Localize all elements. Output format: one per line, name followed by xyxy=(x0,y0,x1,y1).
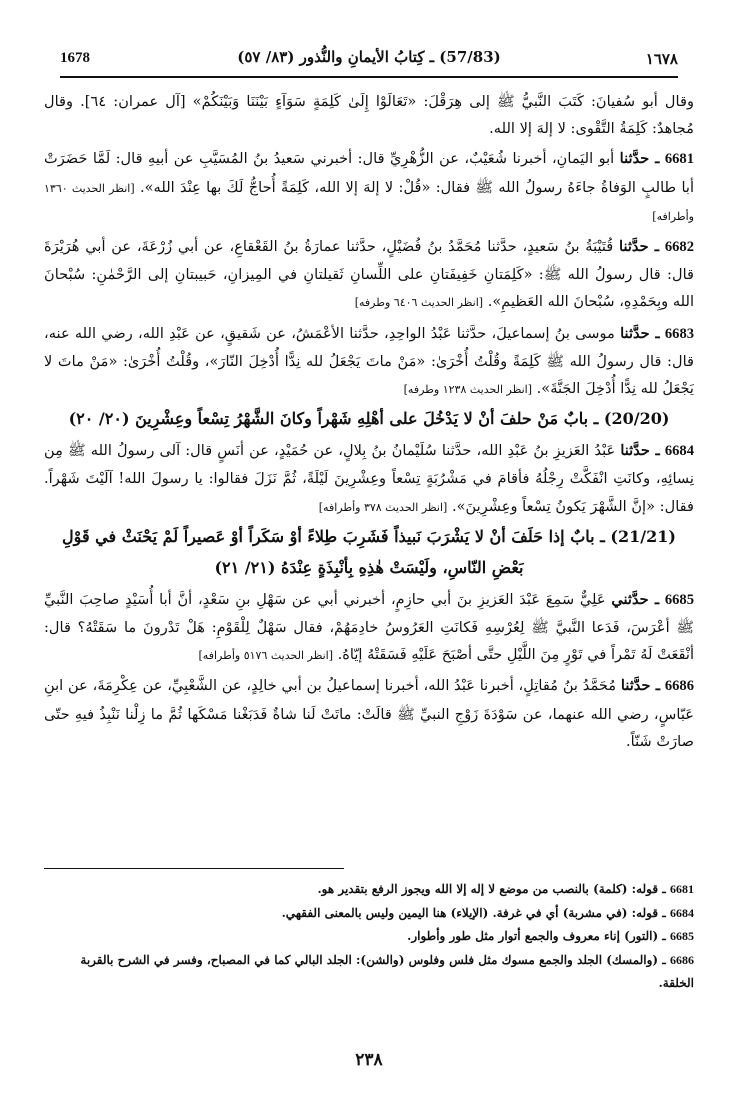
hadith-number: 6683 xyxy=(664,325,695,342)
hadith-lead: ـ حدَّثنا xyxy=(620,324,660,342)
hadith-paragraph xyxy=(44,672,694,755)
hadith-paragraph xyxy=(44,145,694,230)
page-number-latin: 1678 xyxy=(60,50,90,66)
hadith-paragraph xyxy=(44,320,694,404)
hadith-lead: ـ حدَّثنا xyxy=(620,442,660,460)
hadith-paragraph xyxy=(44,586,694,670)
hadith-lead: ـ حدَّثني xyxy=(611,590,660,608)
footnote xyxy=(44,878,694,902)
cross-reference: [انظر الحديث ٥١٧٦ وأطرافه] xyxy=(198,649,333,663)
footnote-text: ـ (التور) إناء معروف والجمع أتوار مثل طور وأطوار. xyxy=(407,929,666,943)
footnote xyxy=(44,902,694,926)
footnote xyxy=(44,949,694,996)
hadith-lead: ـ حدَّثنا xyxy=(619,238,660,256)
cross-reference: [انظر الحديث ١٣٦٠ وأطرافه] xyxy=(44,181,694,223)
text-paragraph xyxy=(44,88,694,142)
hadith-text: قُتَيْبَةُ بنُ سَعيدٍ، حدَّثنا مُحَمَّدُ بنُ فُضَيْلٍ، حدَّثنا عمارَةُ بنُ القَعْقاعِ، عن أبي زُرْعَةَ، عن أبي هُرَيْرَةَ قال: قال رسولُ الله ﷺ: «كَلِمَتانِ خَفِيفَتانِ على اللِّسانِ ثَقيلتانِ في المِيزانِ، حَبيبتانِ إلى الرَّحْمٰنِ: سُبْحانَ الله وبِحَمْدِهِ، سُبْحانَ الله العَظيمِ». xyxy=(44,238,694,311)
header-rule xyxy=(60,76,678,78)
hadith-text: موسى بنُ إسماعيلَ، حدَّثنا عَبْدُ الواحِدِ، حدَّثنا الأعْمَشُ، عن شَقيقٍ، عن عَبْدِ الله، رضي الله عنه، قال: قال رسولُ الله ﷺ كَلِمَةً وقُلْتُ أُخْرَىٰ: «مَنْ ماتَ يَجْعَلُ لله نِدًّا أُدْخِلَ النّارَ»، وقُلْتُ أُخْرَىٰ: «مَنْ ماتَ لا يَجْعَلُ لله نِدًّا أُدْخِلَ الجَنَّةَ». xyxy=(44,324,694,398)
footnote-number: 6686 xyxy=(670,952,694,967)
footnote-text: ـ قوله: (في مشربة) أي في غرفة. (الإيلاء) هنا اليمين وليس بالمعنى الفقهي. xyxy=(281,905,666,920)
page-number-bottom: ٢٣٨ xyxy=(355,1050,383,1070)
hadith-text: عَبْدُ العَزيزِ بنُ عَبْدِ الله، حدَّثنا سُلَيْمانُ بنُ بِلالٍ، عن حُمَيْدٍ، عن أنَسٍ قال: آلى رسولُ الله ﷺ مِن نِسائِهِ، وكانَتِ انْفَكَّتْ رِجْلُهُ فأقامَ في مَشْرُبَةٍ تِسْعاً وعِشْرِينَ لَيْلَةً، ثُمَّ نَزَلَ فقالوا: يا رسولَ الله! آلَيْتَ شَهْراً. فقال: «إنَّ الشَّهْرَ يَكونُ تِسْعاً وعِشْرِينَ». xyxy=(44,442,694,515)
footnotes xyxy=(44,878,694,996)
footnote-number: 6685 xyxy=(670,929,694,943)
footnote-number: 6681 xyxy=(670,882,694,896)
page-number-arabic: ١٦٧٨ xyxy=(645,50,678,68)
cross-reference: [انظر الحديث ٣٧٨ وأطرافه] xyxy=(318,500,448,514)
running-title: (57/83) ـ كِتابُ الأيمانِ والنُّذور (٨٣/ ٥٧) xyxy=(237,48,501,66)
hadith-paragraph xyxy=(44,437,694,521)
hadith-number: 6682 xyxy=(664,239,695,256)
chapter-heading: (20/20) ـ بابٌ مَنْ حلفَ أنْ لا يَدْخُلَ على أهْلِهِ شَهْراً وكانَ الشَّهْرُ تِسْعاً وعِشْرِينَ (٢٠/ ٢٠) xyxy=(68,409,670,429)
hadith-number: 6681 xyxy=(664,151,695,168)
page-header xyxy=(60,44,678,78)
footnote-text: ـ قوله: (كلمة) بالنصب من موضع لا إله إلا الله ويجوز الرفع بتقدير هو. xyxy=(317,882,666,896)
hadith-number: 6686 xyxy=(664,678,695,695)
hadith-lead: ـ حدَّثنا xyxy=(620,677,661,695)
hadith-paragraph xyxy=(44,233,694,317)
cross-reference: [انظر الحديث ٦٤٠٦ وطرفه] xyxy=(354,296,484,310)
cross-reference: [انظر الحديث ١٢٣٨ وطرفه] xyxy=(403,383,532,397)
hadith-text: وقال أبو سُفيانَ: كَتَبَ النَّبيُّ ﷺ إلى هِرَقْلَ: «تَعَالَوْا إِلَىٰ كَلِمَةٍ سَوَآءٍ بَيْنَنَا وَبَيْنَكُمْ» [آل عمران: ٦٤]. وقال مُجاهدٌ: كَلِمَةُ التَّقْوى: لا إلهَ إلا الله. xyxy=(44,93,695,138)
hadith-number: 6684 xyxy=(664,443,694,460)
hadith-number: 6685 xyxy=(664,591,695,608)
footnote-separator xyxy=(44,868,344,869)
hadith-lead: ـ حدَّثنا xyxy=(619,150,660,168)
footnote-text: ـ (والمسك) الجلد والجمع مسوك مثل فلس وفلوس (والشن): الجلد البالي كما في المصباح، وفسر في الشرح بالقربة الخلقة. xyxy=(80,952,694,990)
footnote-number: 6684 xyxy=(670,905,694,920)
hadith-text: عَلِيٌّ سَمِعَ عَبْدَ العَزيزِ بنَ أبي حازِمٍ، أخبرني أبي عن سَهْلِ بنِ سَعْدٍ، أنَّ أبا أُسَيْدٍ صاحِبَ النَّبيِّ ﷺ أعْرَسَ، فَدَعا النَّبيَّ ﷺ لِعُرْسِهِ فَكانَتِ العَرُوسُ خادِمَهُمْ، فقال سَهْلٌ لِلْقَوْمِ: هَلْ تَدْرونَ ما سَقَتْهُ؟ قال: أنْقَعَتْ لَهُ تَمْراً في تَوْرٍ مِنَ اللَّيْلِ حتَّى أصْبَحَ عَلَيْهِ فَسَقَتْهُ إيّاهُ. xyxy=(44,590,694,664)
main-text xyxy=(44,88,694,755)
chapter-heading: (21/21) ـ بابٌ إذا حَلَفَ أنْ لا يَشْرَبَ نَبيذاً فَشَرِبَ طِلاءً أوْ سَكَراً أوْ عَصيراً لَمْ يَحْنَثْ في قَوْلِ بَعْضِ النّاسِ، ولَيْسَتْ هٰذِهِ بِأنْبِذَةٍ عِنْدَهُ (٢١/ ٢١) xyxy=(62,526,676,577)
hadith-text: أبو اليَمانِ، أخبرنا شُعَيْبٌ، عن الزُّهْرِيِّ قال: أخبرني سَعيدُ بنُ المُسَيَّبِ عن أبيهِ قال: لَمَّا حَضَرَتْ أبا طالبٍ الوَفاةُ جاءَهُ رسولُ الله ﷺ فقال: «قُلْ: لا إلهَ إلا الله، كَلِمَةً أُحاجُّ لَكَ بها عِنْدَ الله». xyxy=(44,150,695,196)
hadith-text: مُحَمَّدُ بنُ مُقاتِلٍ، أخبرنا عَبْدُ الله، أخبرنا إسماعيلُ بن أبي خالِدٍ، عن الشَّعْبِيِّ، عن عِكْرِمَةَ، عن ابنِ عَبّاسٍ، رضي الله عنهما، عن سَوْدَةَ زَوْجِ النبيِّ ﷺ قالَتْ: ماتَتْ لَنا شاةٌ فَدَبَغْنا مَسْكَها ثُمَّ ما زِلْنا نَنْبِذُ فيهِ حتّى صارَتْ شَنّاً. xyxy=(44,677,694,750)
footnote xyxy=(44,925,694,949)
